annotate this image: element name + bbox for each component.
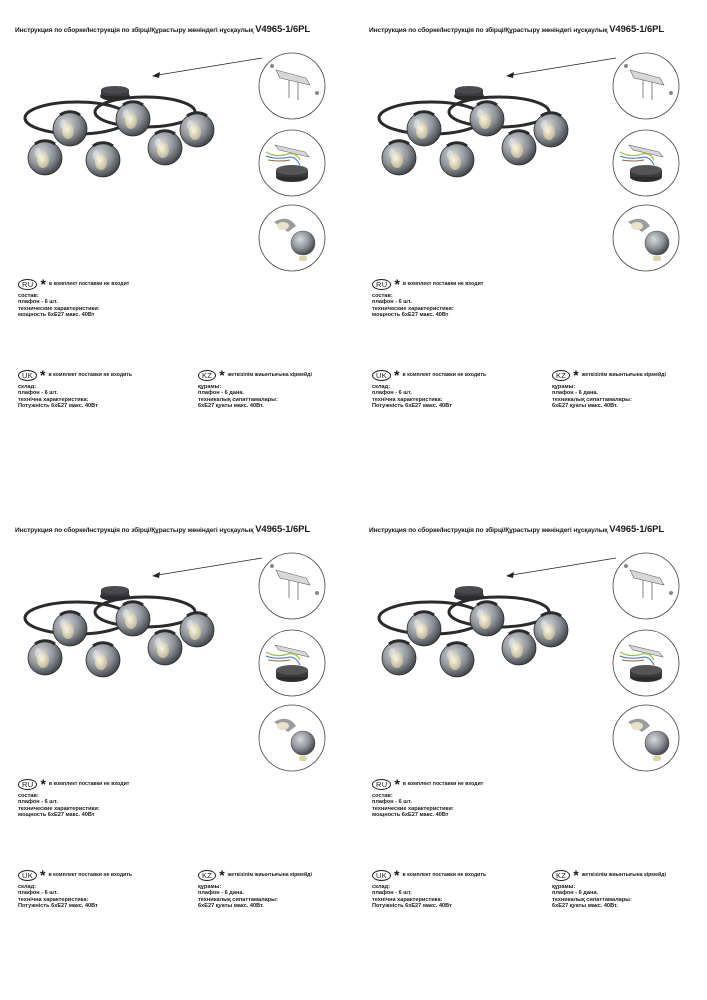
asterisk-icon: * [394,867,400,883]
ru-badge: RU [18,779,37,790]
uk-block [18,367,133,410]
text-line: плафон - 6 дана. [552,890,599,897]
text-line: в комплект поставки не входить [402,372,487,379]
instruction-panel-1 [0,0,353,500]
ru-badge: RU [372,779,391,790]
text-line: в комплект поставки не входить [48,372,133,379]
text-line: жеткізілім жиынтығына кірмейді [581,872,666,879]
text-line: технические характеристики: [18,305,100,312]
asterisk-icon: * [573,867,579,883]
text-line: жеткізілім жиынтығына кірмейді [227,872,312,879]
chandelier-diagram [0,500,353,790]
text-line: плафон - 6 шт. [372,390,412,397]
text-line: технічна характеристика: [372,396,443,403]
text-line: мощность 6хЕ27 макс. 40Вт [372,312,449,319]
text-line: состав: [18,293,39,299]
text-line: мощность 6хЕ27 макс. 40Вт [372,812,449,819]
kz-badge: KZ [198,370,216,381]
kz-block [552,367,666,410]
uk-block [372,367,487,410]
asterisk-icon: * [394,367,400,383]
ru-badge: RU [18,279,37,290]
chandelier-diagram [354,0,707,290]
text-line: склад: [372,384,391,390]
text-line: V4965-1/6PL [255,24,311,35]
uk-badge: UK [372,370,391,381]
text-line: 6хЕ27 қуаты макс. 40Вт. [198,403,264,410]
kz-block [198,867,312,910]
text-line: плафон - 6 дана. [198,890,245,897]
text-line: 6хЕ27 қуаты макс. 40Вт. [198,903,264,910]
text-line: техникалық сипаттамалары: [198,396,278,403]
text-line: в комплект поставки не входит [48,781,130,788]
text-line: технічна характеристика: [18,396,89,403]
text-line: құрамы: [552,884,576,890]
instruction-panel-2 [354,0,707,500]
ru-badge: RU [372,279,391,290]
uk-block [372,867,487,910]
text-line: в комплект поставки не входить [402,872,487,879]
ru-block [18,276,130,319]
text-line: техникалық сипаттамалары: [552,396,632,403]
ru-block [18,776,130,819]
text-line: техникалық сипаттамалары: [552,896,632,903]
text-line: состав: [18,793,39,799]
text-line: в комплект поставки не входит [48,281,130,288]
text-line: мощность 6хЕ27 макс. 40Вт [18,812,95,819]
kz-block [198,367,312,410]
text-line: 6хЕ27 қуаты макс. 40Вт. [552,903,618,910]
text-line: Инструкция по сборке/Інструкція по збірці/Құрастыру жөніндегі нұсқаулық [15,527,254,534]
text-line: в комплект поставки не входит [402,781,484,788]
asterisk-icon: * [40,776,46,792]
asterisk-icon: * [219,367,225,383]
text-line: жеткізілім жиынтығына кірмейді [227,372,312,379]
text-line: V4965-1/6PL [609,524,665,535]
text-line: склад: [18,884,37,890]
text-line: плафон - 6 шт. [18,799,58,806]
uk-badge: UK [18,870,37,881]
text-line: плафон - 6 шт. [18,890,58,897]
text-line: Потужність 6хЕ27 макс. 40Вт [18,403,98,410]
asterisk-icon: * [40,867,46,883]
text-line: склад: [372,884,391,890]
text-line: Инструкция по сборке/Інструкція по збірці/Құрастыру жөніндегі нұсқаулық [15,27,254,34]
kz-block [552,867,666,910]
asterisk-icon: * [40,276,46,292]
text-line: технические характеристики: [18,805,100,812]
text-line: Потужність 6хЕ27 макс. 40Вт [18,903,98,910]
asterisk-icon: * [40,367,46,383]
asterisk-icon: * [394,276,400,292]
text-line: құрамы: [198,884,222,890]
text-line: технічна характеристика: [372,896,443,903]
text-line: V4965-1/6PL [255,524,311,535]
text-line: в комплект поставки не входит [402,281,484,288]
text-line: техникалық сипаттамалары: [198,896,278,903]
text-line: 6хЕ27 қуаты макс. 40Вт. [552,403,618,410]
text-line: плафон - 6 шт. [18,299,58,306]
ru-block [372,776,484,819]
kz-badge: KZ [552,370,570,381]
asterisk-icon: * [219,867,225,883]
text-line: технические характеристики: [372,305,454,312]
asterisk-icon: * [394,776,400,792]
text-line: технічна характеристика: [18,896,89,903]
text-line: құрамы: [552,384,576,390]
uk-block [18,867,133,910]
chandelier-diagram [0,0,353,290]
text-line: Потужність 6хЕ27 макс. 40Вт [372,403,452,410]
instruction-panel-4 [354,500,707,1000]
kz-badge: KZ [198,870,216,881]
text-line: плафон - 6 шт. [372,299,412,306]
uk-badge: UK [372,870,391,881]
text-line: мощность 6хЕ27 макс. 40Вт [18,312,95,319]
text-line: склад: [18,384,37,390]
text-line: состав: [372,293,393,299]
text-line: Потужність 6хЕ27 макс. 40Вт [372,903,452,910]
text-line: Инструкция по сборке/Інструкція по збірці/Құрастыру жөніндегі нұсқаулық [369,27,608,34]
text-line: Инструкция по сборке/Інструкція по збірці/Құрастыру жөніндегі нұсқаулық [369,527,608,534]
instruction-panel-3 [0,500,353,1000]
text-line: плафон - 6 шт. [372,799,412,806]
text-line: в комплект поставки не входить [48,872,133,879]
chandelier-diagram [354,500,707,790]
text-line: жеткізілім жиынтығына кірмейді [581,372,666,379]
text-line: құрамы: [198,384,222,390]
text-line: плафон - 6 дана. [552,390,599,397]
ru-block [372,276,484,319]
text-line: плафон - 6 дана. [198,390,245,397]
text-line: плафон - 6 шт. [372,890,412,897]
kz-badge: KZ [552,870,570,881]
text-line: плафон - 6 шт. [18,390,58,397]
text-line: V4965-1/6PL [609,24,665,35]
text-line: состав: [372,793,393,799]
text-line: технические характеристики: [372,805,454,812]
uk-badge: UK [18,370,37,381]
asterisk-icon: * [573,367,579,383]
